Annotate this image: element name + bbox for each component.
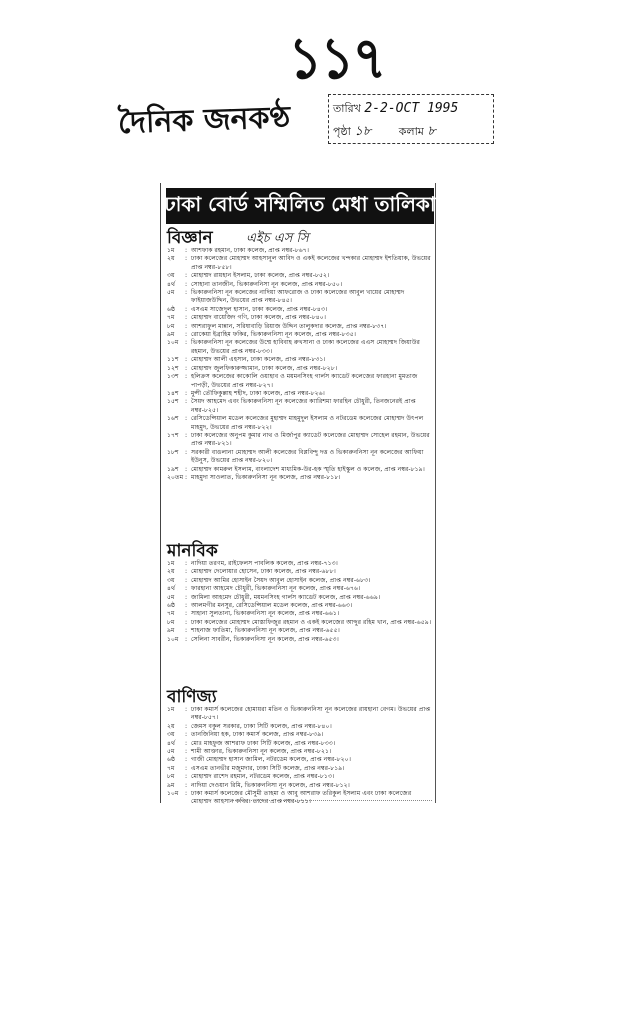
entry-text: ঢাকা কলেজের মোহাম্মদ আহসানুল আবিদ ও একই কলেজের খন্দকার মোহাম্মদ ইশতিয়াক, উভয়ের প্রাপ্ত নম্বর-৮৫৮। [191,255,431,271]
entry-text: সৈয়দ আহমেদ এবং ভিকারুননিসা নূন কলেজের ক্যারিশমা ফারহিন চৌধুরী, তিনজনেরই প্রাপ্ত নম্বর-৮২৫। [191,398,416,414]
entry-text: এসএম তানভীর মজুমদার, ঢাকা সিটি কলেজ, প্রাপ্ত নম্বর-৮১৯। [191,764,345,772]
entry-text: মোহাম্মদ জুলফিকারুজ্জামান, ঢাকা কলেজ, প্রাপ্ত নম্বর-৮২৮। [191,364,338,372]
entry-text: গাজী মোহাম্মদ হাসান জামিল, নটরডেম কলেজ, প্রাপ্ত নম্বর-৮২০। [191,756,351,764]
list-item: ৪র্থ : সোহানা তানজীন, ভিকারুননিসা নূন কলেজ, প্রাপ্ত নম্বর-৮৫০। [167,281,433,289]
rank-label: ১৭শ [167,431,179,439]
entry-text: মোহাম্মদ বায়েজিদ গণি, ঢাকা কলেজ, প্রাপ্ত নম্বর-৮৪০। [191,314,326,322]
list-item: ৮ম : আশরাফুল মান্নান, সরিষাবাড়ি রিয়াজ উদ্দিন তালুকদার কলেজ, প্রাপ্ত নম্বর-৮৩৭। [167,323,433,331]
rank-label: ৬ষ্ঠ [167,305,176,313]
list-item: ১৮শ : সরকারী বাঙলানা মোহাম্মদ আলী কলেজের বিপ্লবিন্দু দত্ত ও ভিকারুননিসা নূন কলেজের আফিয়া ইউনুস, উভয়ের প্রাপ্ত নম্বর-৮২০। [167,449,433,466]
list-item: ৮ম : ঢাকা কলেজের মোহাম্মদ মোস্তাফিজুর রহমান ও একই কলেজের আব্দুর রহিম খান, প্রাপ্ত নম্বর-৬৫৯। [167,618,432,626]
column-value: ৮ [427,124,436,139]
rank-label: ২০তম [167,473,184,481]
list-item: ৬ষ্ঠ : আলমগীর মনসুর, রেসিডেন্সিয়াল মডেল কলেজ, প্রাপ্ত নম্বর-৬৬৩। [167,602,433,610]
science-list [167,247,433,482]
list-item: ৭ম : মোহাম্মদ বায়েজিদ গণি, ঢাকা কলেজ, প্রাপ্ত নম্বর-৮৪০। [167,314,433,322]
entry-text: ঢাকা কলেজের মোহাম্মদ মোস্তাফিজুর রহমান ও একই কলেজের আব্দুর রহিম খান, প্রাপ্ত নম্বর-৬৫৯। [191,618,432,626]
rank-label: ৯ম [167,331,175,339]
entry-text: শামী আক্তার, ভিকারুননিসা নূন কলেজ, প্রাপ্ত নম্বর-৮২১। [191,748,332,756]
rank-label: ৫ম [167,289,175,297]
section-heading-commerce: বাণিজ্য [167,687,217,707]
entry-text: মাহমুদা সাওলাত, ভিকারুননিসা নূন কলেজ, প্রাপ্ত নম্বর-৮১৮। [191,473,341,481]
rank-label: ১২শ [167,364,179,372]
rank-label: ৭ম [167,314,175,322]
list-item: ৬ষ্ঠ : গাজী মোহাম্মদ হাসান জামিল, নটরডেম কলেজ, প্রাপ্ত নম্বর-৮২০। [167,756,433,764]
list-item: ১৩শ : হলিক্রস কলেজের কাকোলি ওয়াহাব ও ময়মনসিংহ গার্লস ক্যাডেট কলেজের ফারহানা মুমতাজ পাপড়ী, উভয়ের প্রাপ্ত নম্বর-৮২৭। [167,373,433,390]
section-heading-humanities: মানবিক [167,541,218,561]
entry-text: ভিকারুননিসা নূন কলেজের নাদিয়া আফরোজ ও ঢাকা কলেজের আবুল খায়ের মোহাম্মদ ফাইয়াজউদ্দিন, উভয়ের প্রাপ্ত নম্বর-৮৪৫। [191,289,405,305]
entry-text: সেলিনা সাবরীন, ভিকারুননিসা নূন কলেজ, প্রাপ্ত নম্বর-৬৫৩। [191,635,339,643]
rank-label: ১০ম [167,339,179,347]
rank-label: ৮ম [167,322,175,330]
entry-text: রেসিডেন্সিয়াল মডেল কলেজের মুহাম্মদ মাহমুদুল ইসলাম ও নটরডেম কলেজের মোহাম্মদ উৎপল মাহমুদ, উভয়ের প্রাপ্ত নম্বর-৮২২। [191,415,424,431]
rank-label: ৭ম [167,764,175,772]
entry-text: ঢাকা কমার্স কলেজের মৌসুমী তাহমা ও আবু আশরাফ তরিকুল ইসলাম এবং ঢাকা কলেজের মোহাম্মদ আহসান কবির। তাদের প্রাপ্ত নম্বর-৮১১। [191,790,412,806]
entry-text: শাহনাজ ফাতিমা, ভিকারুননিসা নূন কলেজ, প্রাপ্ত নম্বর-৬৫৫। [191,627,340,635]
entry-text: নাদিয়া দেওয়ান রিমি, ভিকারুননিসা নূন কলেজ, প্রাপ্ত নম্বর-৮১২। [191,781,350,789]
entry-text: ফারহানা আহমেদ চৌধুরী, ভিকারুননিসা নূন কলেজ, প্রাপ্ত নম্বর-৬৭৬। [191,585,361,593]
rank-label: ৬ষ্ঠ [167,756,176,764]
entry-text: নাদিয়া তরণম, রাইফেলস পাবলিক কলেজ, প্রাপ্ত নম্বর-৭১৩। [191,560,338,567]
page-value: ১৮ [354,124,372,139]
list-item: ১ম : নাদিয়া তরণম, রাইফেলস পাবলিক কলেজ, প্রাপ্ত নম্বর-৭১৩। [167,560,433,568]
rank-label: ১৮শ [167,448,179,456]
list-item: ১ম : ঢাকা কমার্স কলেজের হোমায়রা মতিন ও ভিকারুননিসা নূন কলেজের রায়হানা বেগম। উভয়ের প্রাপ্ত নম্বর-৮৫৭। [167,706,433,723]
entry-text: ঢাকা কমার্স কলেজের হোমায়রা মতিন ও ভিকারুননিসা নূন কলেজের রায়হানা বেগম। উভয়ের প্রাপ্ত নম্বর-৮৫৭। [191,706,431,722]
entry-text: আশরাফুল মান্নান, সরিষাবাড়ি রিয়াজ উদ্দিন তালুকদার কলেজ, প্রাপ্ত নম্বর-৮৩৭। [191,322,387,330]
list-item: ৪র্থ : ফারহানা আহমেদ চৌধুরী, ভিকারুননিসা নূন কলেজ, প্রাপ্ত নম্বর-৬৭৬। [167,585,433,593]
entry-text: ঢাকা কলেজের অনুপম কুমার নাথ ও মির্জাপুর ক্যাডেট কলেজের মোহাম্মদ সোহেল রহমান, উভয়ের প্রাপ্ত নম্বর-৮২১। [191,431,430,448]
newspaper-name: দৈনিক জনকণ্ঠ [117,100,291,141]
list-item: ৩য় : মোহাম্মদ আমির হোসাইন সৈয়দ আবুল হোসাইন কলেজ, প্রাপ্ত নম্বর-৬৮৩। [167,577,433,585]
list-item: ২০তম : মাহমুদা সাওলাত, ভিকারুননিসা নূন কলেজ, প্রাপ্ত নম্বর-৮১৮। [167,474,433,482]
list-item: ৫ম : শামী আক্তার, ভিকারুননিসা নূন কলেজ, প্রাপ্ত নম্বর-৮২১। [167,748,433,756]
entry-text: এসএম সাজেদুল হাসান, ঢাকা কলেজ, প্রাপ্ত নম্বর-৮৪৩। [191,305,328,313]
list-item: ২য় : মোহাম্মদ দেলোয়ার হোসেন, ঢাকা কলেজ, প্রাপ্ত নম্বর-৬৮৮। [167,568,433,576]
entry-text: সোহানা তানজীন, ভিকারুননিসা নূন কলেজ, প্রাপ্ত নম্বর-৮৫০। [191,280,343,288]
rank-label: ৮ম [167,618,175,626]
list-item: ৯ম : নাদিয়া দেওয়ান রিমি, ভিকারুননিসা নূন কলেজ, প্রাপ্ত নম্বর-৮১২। [167,782,433,790]
rank-label: ৫ম [167,593,175,601]
rank-label: ৮ম [167,773,175,781]
rank-label: ৪র্থ [167,280,176,288]
date-value: 2-2-OCT 1995 [364,101,459,116]
entry-text: সাহানা সুলতানা, ভিকারুননিসা নূন কলেজ, প্রাপ্ত নম্বর-৬৬১। [191,610,340,618]
entry-text: জামিলা আহমেদ চৌধুরী, ময়মনসিংহ গার্লস ক্যাডেট কলেজ, প্রাপ্ত নম্বর-৬৬৯। [191,593,381,601]
rank-label: ১৬শ [167,415,179,423]
entry-text: সরকারী বাঙলানা মোহাম্মদ আলী কলেজের বিপ্লবিন্দু দত্ত ও ভিকারুননিসা নূন কলেজের আফিয়া ইউনুস, উভয়ের প্রাপ্ত নম্বর-৮২০। [191,448,424,465]
rank-label: ১১শ [167,356,179,364]
rank-label: ৯ম [167,627,175,635]
entry-text: মোহাম্মদ আমির হোসাইন সৈয়দ আবুল হোসাইন কলেজ, প্রাপ্ত নম্বর-৬৮৩। [191,576,371,584]
rank-label: ১৯শ [167,465,179,473]
list-item: ৮ম : মোহাম্মদ রাশেদ রহমান, নটরডেম কলেজ, প্রাপ্ত নম্বর-৮১৩। [167,773,433,781]
merit-list-title: ঢাকা বোর্ড সম্মিলিত মেধা তালিকা [166,188,434,224]
list-item: ৫ম : জামিলা আহমেদ চৌধুরী, ময়মনসিংহ গার্লস ক্যাডেট কলেজ, প্রাপ্ত নম্বর-৬৬৯। [167,594,433,602]
handwritten-archive-number: ১১৭ [288,24,385,92]
list-item: ৯ম : শাহনাজ ফাতিমা, ভিকারুননিসা নূন কলেজ, প্রাপ্ত নম্বর-৬৫৫। [167,627,433,635]
list-item: ১৭শ : ঢাকা কলেজের অনুপম কুমার নাথ ও মির্জাপুর ক্যাডেট কলেজের মোহাম্মদ সোহেল রহমান, উভয়ের প্রাপ্ত নম্বর-৮২১। [167,432,433,449]
rank-label: ৩য় [167,272,175,280]
list-item: ৬ষ্ঠ : এসএম সাজেদুল হাসান, ঢাকা কলেজ, প্রাপ্ত নম্বর-৮৪৩। [167,306,433,314]
list-item: ১১শ : মোহাম্মদ আলী এহসান, ঢাকা কলেজ, প্রাপ্ত নম্বর-৮৩১। [167,356,433,364]
rank-label: ৪র্থ [167,585,176,593]
rank-label: ৫ম [167,748,175,756]
entry-text: মোহাম্মদ রায়হান ইসলাম, ঢাকা কলেজ, প্রাপ্ত নম্বর-৮৫২। [191,272,330,280]
list-item: ১৬শ : রেসিডেন্সিয়াল মডেল কলেজের মুহাম্মদ মাহমুদুল ইসলাম ও নটরডেম কলেজের মোহাম্মদ উৎপল মাহমুদ, উভয়ের প্রাপ্ত নম্বর-৮২২। [167,415,433,432]
list-item: ১৫শ : সৈয়দ আহমেদ এবং ভিকারুননিসা নূন কলেজের ক্যারিশমা ফারহিন চৌধুরী, তিনজনেরই প্রাপ্ত নম্বর-৮২৫। [167,398,433,415]
list-item: ৯ম : রোকেয়া ইব্রাহিম ফকির, ভিকারুননিসা নূন কলেজ, প্রাপ্ত নম্বর-৮৩৫। [167,331,433,339]
entry-text: মোঃ মাহফুজ আশরাফ ঢাকা সিটি কলেজ, প্রাপ্ত নম্বর-৮৩৩। [191,739,336,747]
rank-label: ১০ম [167,790,179,798]
section-heading-science: বিজ্ঞান [167,228,213,248]
rank-label: ১৩শ [167,373,179,381]
entry-text: মোহাম্মদ কামরুল ইসলাম, বাংলাদেশ মাধ্যমিক-উর-হক স্মৃতি হাইস্কুল ও কলেজ, প্রাপ্ত নম্বর-৮১৯। [191,465,425,473]
list-item: ২য় : জেমস বকুল সরকার, ঢাকা সিটি কলেজ, প্রাপ্ত নম্বর-৮৪০। [167,723,433,731]
rank-label: ৩য় [167,731,175,739]
entry-text: মুন্সী তৌফিকুল্লাহ শহীদ, ঢাকা কলেজ, প্রাপ্ত নম্বর-৮২৬। [191,389,325,397]
rank-label: ৯ম [167,781,175,789]
list-item: ১৯শ : মোহাম্মদ কামরুল ইসলাম, বাংলাদেশ মাধ্যমিক-উর-হক স্মৃতি হাইস্কুল ও কলেজ, প্রাপ্ত নম্বর-৮১৯। [167,466,433,474]
list-item: ১২শ : মোহাম্মদ জুলফিকারুজ্জামান, ঢাকা কলেজ, প্রাপ্ত নম্বর-৮২৮। [167,365,433,373]
list-item: ৫ম : ভিকারুননিসা নূন কলেজের নাদিয়া আফরোজ ও ঢাকা কলেজের আবুল খায়ের মোহাম্মদ ফাইয়াজউদ্দিন, উভয়ের প্রাপ্ত নম্বর-৮৪৫। [167,289,433,306]
entry-text: ভিকারুননিসা নূন কলেজের উম্মে হাবিবাহ রুখসানা ও ঢাকা কলেজের এএস মোহাম্মদ জিয়াউর রহমান, উভয়ের প্রাপ্ত নম্বর-৮৩৩। [191,339,420,355]
entry-text: আশফাক রহমান, ঢাকা কলেজ, প্রাপ্ত নম্বর-৮৬৭। [191,247,309,254]
entry-text: হলিক্রস কলেজের কাকোলি ওয়াহাব ও ময়মনসিংহ গার্লস ক্যাডেট কলেজের ফারহানা মুমতাজ পাপড়ী, উভয়ের প্রাপ্ত নম্বর-৮২৭। [191,373,418,389]
list-item: ১০ম : ভিকারুননিসা নূন কলেজের উম্মে হাবিবাহ রুখসানা ও ঢাকা কলেজের এএস মোহাম্মদ জিয়াউর রহমান, উভয়ের প্রাপ্ত নম্বর-৮৩৩। [167,339,433,356]
entry-text: রোকেয়া ইব্রাহিম ফকির, ভিকারুননিসা নূন কলেজ, প্রাপ্ত নম্বর-৮৩৫। [191,331,356,339]
bottom-scrawl [232,792,432,801]
list-item: ৩য় : মোহাম্মদ রায়হান ইসলাম, ঢাকা কলেজ, প্রাপ্ত নম্বর-৮৫২। [167,272,433,280]
rank-label: ৭ম [167,610,175,618]
list-item: ৭ম : এসএম তানভীর মজুমদার, ঢাকা সিটি কলেজ, প্রাপ্ত নম্বর-৮১৯। [167,765,433,773]
list-item: ৪র্থ : মোঃ মাহফুজ আশরাফ ঢাকা সিটি কলেজ, প্রাপ্ত নম্বর-৮৩৩। [167,740,433,748]
list-item: ৭ম : সাহানা সুলতানা, ভিকারুননিসা নূন কলেজ, প্রাপ্ত নম্বর-৬৬১। [167,610,433,618]
entry-text: তানজিনিয়া হক, ঢাকা কমার্স কলেজ, প্রাপ্ত নম্বর-৮৩৯। [191,731,324,739]
rank-label: ১ম [167,706,175,713]
date-label: তারিখ [333,102,361,115]
rank-label: ১৪শ [167,389,179,397]
rank-label: ৬ষ্ঠ [167,602,176,610]
rank-label: ২য় [167,722,175,730]
entry-text: জেমস বকুল সরকার, ঢাকা সিটি কলেজ, প্রাপ্ত নম্বর-৮৪০। [191,722,332,730]
list-item: ১ম : আশফাক রহমান, ঢাকা কলেজ, প্রাপ্ত নম্বর-৮৬৭। [167,247,433,255]
entry-text: আলমগীর মনসুর, রেসিডেন্সিয়াল মডেল কলেজ, প্রাপ্ত নম্বর-৬৬৩। [191,602,353,610]
rank-label: ১০ম [167,635,179,643]
list-item: ১৪শ : মুন্সী তৌফিকুল্লাহ শহীদ, ঢাকা কলেজ, প্রাপ্ত নম্বর-৮২৬। [167,390,433,398]
rank-label: ১ম [167,560,175,567]
list-item: ১০ম : সেলিনা সাবরীন, ভিকারুননিসা নূন কলেজ, প্রাপ্ত নম্বর-৬৫৩। [167,636,433,644]
entry-text: মোহাম্মদ রাশেদ রহমান, নটরডেম কলেজ, প্রাপ্ত নম্বর-৮১৩। [191,773,335,781]
rank-label: ১৫শ [167,398,179,406]
rank-label: ৩য় [167,576,175,584]
list-item: ১০ম : ঢাকা কমার্স কলেজের মৌসুমী তাহমা ও আবু আশরাফ তরিকুল ইসলাম এবং ঢাকা কলেজের মোহাম্মদ আহসান কবির। তাদের প্রাপ্ত নম্বর-৮১১। [167,790,433,807]
column-label: কলাম [398,125,424,138]
date-stamp-box [328,94,494,144]
rank-label: ১ম [167,247,175,254]
handwritten-hsc-note: এইচ এস সি [246,231,309,246]
list-item: ৩য় : তানজিনিয়া হক, ঢাকা কমার্স কলেজ, প্রাপ্ত নম্বর-৮৩৯। [167,731,433,739]
rank-label: ৪র্থ [167,739,176,747]
list-item: ২য় : ঢাকা কলেজের মোহাম্মদ আহসানুল আবিদ ও একই কলেজের খন্দকার মোহাম্মদ ইশতিয়াক, উভয়ের প্রাপ্ত নম্বর-৮৫৮। [167,255,433,272]
page-label: পৃষ্ঠা [333,125,351,138]
entry-text: মোহাম্মদ আলী এহসান, ঢাকা কলেজ, প্রাপ্ত নম্বর-৮৩১। [191,356,326,364]
entry-text: মোহাম্মদ দেলোয়ার হোসেন, ঢাকা কলেজ, প্রাপ্ত নম্বর-৬৮৮। [191,568,336,576]
rank-label: ২য় [167,255,175,263]
rank-label: ২য় [167,568,175,576]
humanities-list [167,560,433,644]
